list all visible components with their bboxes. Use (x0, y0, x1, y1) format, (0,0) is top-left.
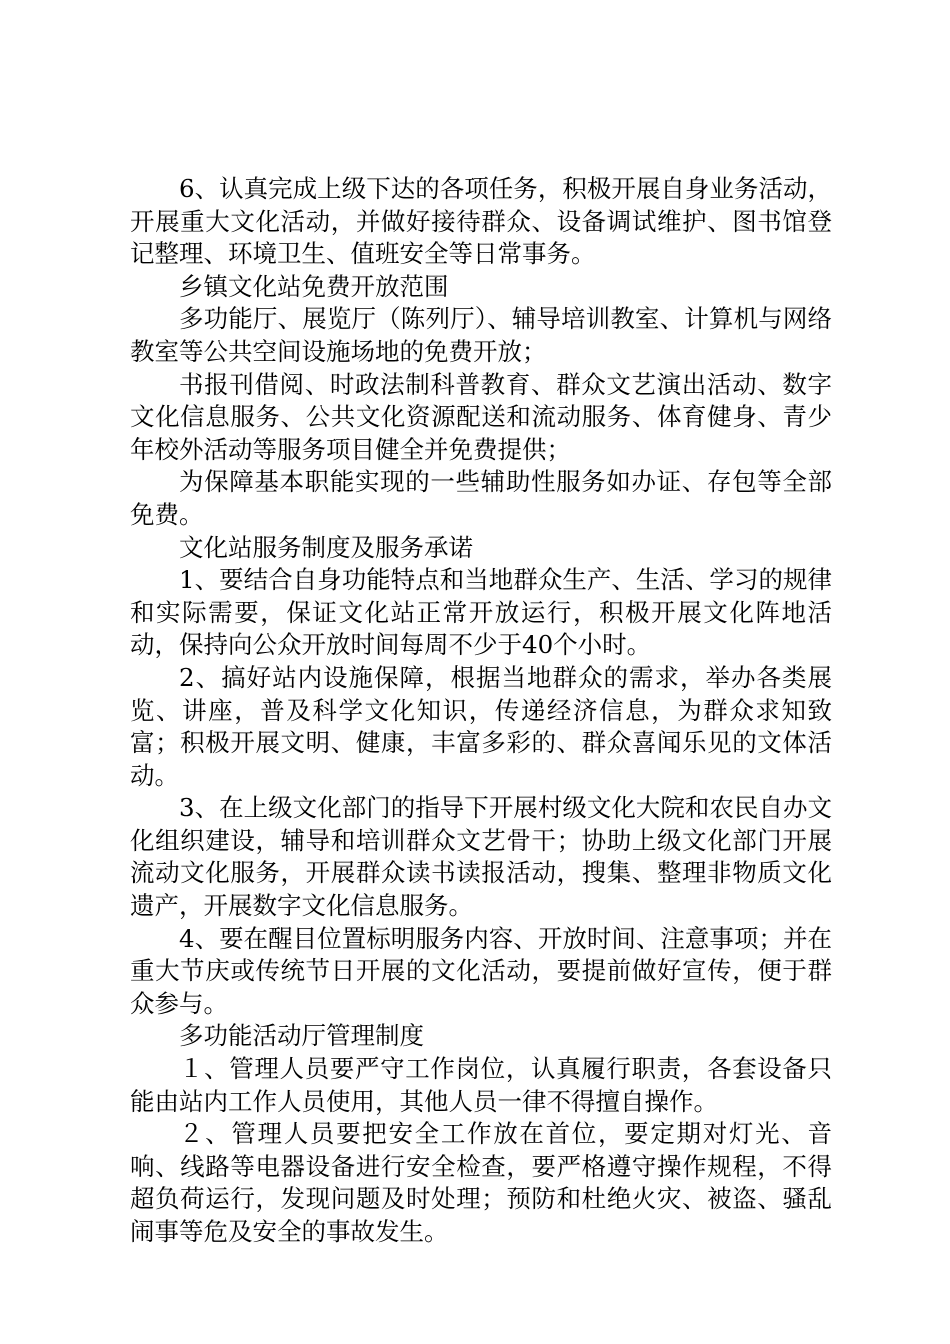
paragraph-commitment-4: 4、要在醒目位置标明服务内容、开放时间、注意事项；并在重大节庆或传统节日开展的文化活动，要提前做好宣传，便于群众参与。 (130, 923, 832, 1018)
paragraph-auxiliary-services: 为保障基本职能实现的一些辅助性服务如办证、存包等全部免费。 (130, 467, 832, 529)
heading-hall-management: 多功能活动厅管理制度 (179, 1021, 424, 1051)
document-page (130, 173, 832, 1249)
paragraph-free-services: 书报刊借阅、时政法制科普教育、群众文艺演出活动、数字文化信息服务、公共文化资源配送和流动服务、体育健身、青少年校外活动等服务项目健全并免费提供； (130, 369, 832, 464)
paragraph-commitment-1: 1、要结合自身功能特点和当地群众生产、生活、学习的规律和实际需要，保证文化站正常开放运行，积极开展文化阵地活动，保持向公众开放时间每周不少于40个小时。 (130, 565, 832, 660)
paragraph-task-duties: 6、认真完成上级下达的各项任务，积极开展自身业务活动，开展重大文化活动，并做好接待群众、设备调试维护、图书馆登记整理、环境卫生、值班安全等日常事务。 (130, 174, 832, 269)
paragraph-hall-rule-1: １、管理人员要严守工作岗位，认真履行职责，各套设备只能由站内工作人员使用，其他人员一律不得擅自操作。 (130, 1054, 832, 1116)
heading-free-open-scope: 乡镇文化站免费开放范围 (179, 271, 449, 301)
paragraph-hall-rule-2: ２、管理人员要把安全工作放在首位，要定期对灯光、音响、线路等电器设备进行安全检查，要严格遵守操作规程，不得超负荷运行，发现问题及时处理；预防和杜绝火灾、被盗、骚乱闹事等危及安全的事故发生。 (130, 1119, 832, 1246)
paragraph-free-venues: 多功能厅、展览厅（陈列厅）、辅导培训教室、计算机与网络教室等公共空间设施场地的免费开放； (130, 304, 832, 366)
heading-service-commitment: 文化站服务制度及服务承诺 (179, 532, 473, 562)
paragraph-commitment-2: 2、搞好站内设施保障，根据当地群众的需求，举办各类展览、讲座，普及科学文化知识，传递经济信息，为群众求知致富；积极开展文明、健康，丰富多彩的、群众喜闻乐见的文体活动。 (130, 662, 832, 790)
paragraph-commitment-3: 3、在上级文化部门的指导下开展村级文化大院和农民自办文化组织建设，辅导和培训群众文艺骨干；协助上级文化部门开展流动文化服务，开展群众读书读报活动，搜集、整理非物质文化遗产，开展数字文化信息服务。 (130, 793, 832, 921)
